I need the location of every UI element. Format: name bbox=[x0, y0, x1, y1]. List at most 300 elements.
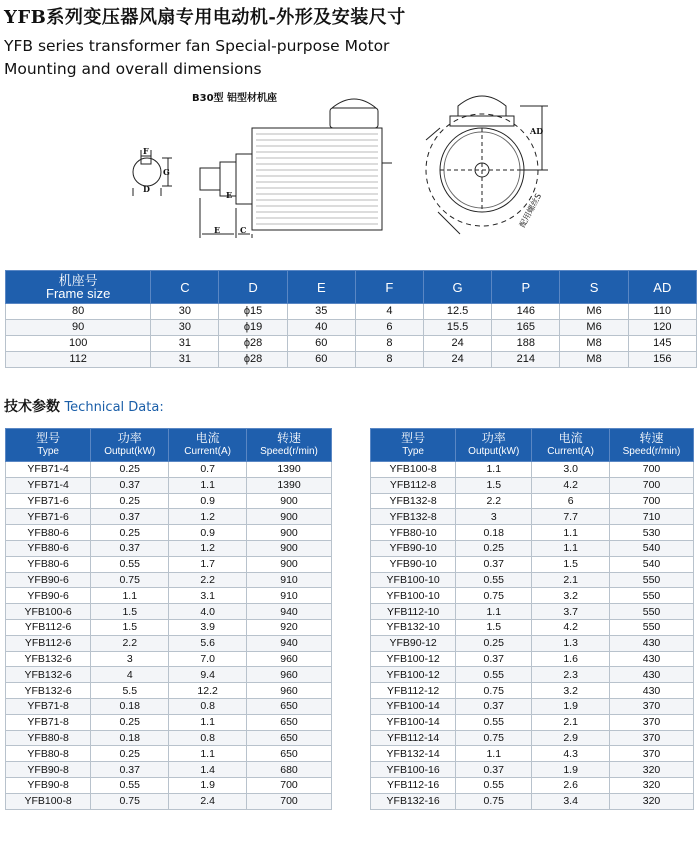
table-cell: 0.8 bbox=[169, 730, 247, 746]
table-cell: YFB80-10 bbox=[371, 525, 456, 541]
table-cell: YFB100-14 bbox=[371, 698, 456, 714]
table-cell: YFB112-14 bbox=[371, 730, 456, 746]
tech-table-row bbox=[371, 651, 694, 667]
table-cell: YFB90-8 bbox=[6, 762, 91, 778]
table-cell: 0.37 bbox=[456, 762, 532, 778]
table-cell: 8 bbox=[355, 352, 423, 368]
table-cell: 0.37 bbox=[91, 477, 169, 493]
table-cell: 0.25 bbox=[91, 462, 169, 478]
dim-label-g: G bbox=[163, 167, 170, 177]
table-cell: 0.25 bbox=[91, 746, 169, 762]
table-cell: 900 bbox=[247, 525, 332, 541]
tech-table-row bbox=[6, 462, 332, 478]
frame-table-row bbox=[6, 352, 697, 368]
header-g: G bbox=[423, 271, 491, 304]
header-f: F bbox=[355, 271, 423, 304]
frame-table-header bbox=[6, 271, 697, 304]
table-cell: 0.37 bbox=[456, 651, 532, 667]
table-cell: YFB71-8 bbox=[6, 698, 91, 714]
table-cell: YFB80-8 bbox=[6, 746, 91, 762]
table-cell: 370 bbox=[610, 746, 694, 762]
table-cell: 156 bbox=[628, 352, 696, 368]
table-cell: 700 bbox=[610, 462, 694, 478]
table-cell: 3 bbox=[91, 651, 169, 667]
table-cell: 1.1 bbox=[456, 604, 532, 620]
table-cell: 1.9 bbox=[169, 777, 247, 793]
table-cell: 40 bbox=[287, 320, 355, 336]
table-cell: YFB112-10 bbox=[371, 604, 456, 620]
table-cell: 1.9 bbox=[532, 698, 610, 714]
dim-label-e-side: E bbox=[214, 225, 221, 235]
table-cell: 0.55 bbox=[91, 777, 169, 793]
table-cell: 8 bbox=[355, 336, 423, 352]
page-title-en-line1: YFB series transformer fan Special-purpose Motor bbox=[4, 37, 390, 55]
header-d: D bbox=[219, 271, 287, 304]
table-cell: YFB100-6 bbox=[6, 604, 91, 620]
tech-table-row bbox=[371, 588, 694, 604]
table-cell: 1.1 bbox=[532, 525, 610, 541]
table-cell: YFB71-4 bbox=[6, 477, 91, 493]
header-c: C bbox=[151, 271, 219, 304]
tech-table-row bbox=[6, 667, 332, 683]
table-cell: YFB100-16 bbox=[371, 762, 456, 778]
table-cell: 430 bbox=[610, 635, 694, 651]
table-cell: 4.0 bbox=[169, 604, 247, 620]
table-cell: 4.2 bbox=[532, 477, 610, 493]
table-cell: ϕ19 bbox=[219, 320, 287, 336]
table-cell: 0.55 bbox=[456, 572, 532, 588]
table-cell: 1.1 bbox=[532, 540, 610, 556]
tech-table-row bbox=[6, 572, 332, 588]
table-cell: 0.75 bbox=[456, 683, 532, 699]
table-cell: 145 bbox=[628, 336, 696, 352]
table-cell: 4.2 bbox=[532, 619, 610, 635]
table-cell: 1.1 bbox=[169, 746, 247, 762]
table-cell: M6 bbox=[560, 304, 628, 320]
tech-table-row bbox=[6, 540, 332, 556]
table-cell: 0.37 bbox=[456, 698, 532, 714]
table-cell: YFB132-10 bbox=[371, 619, 456, 635]
tech-table-row bbox=[6, 604, 332, 620]
table-cell: 1390 bbox=[247, 462, 332, 478]
table-cell: YFB132-6 bbox=[6, 667, 91, 683]
table-cell: 110 bbox=[628, 304, 696, 320]
table-cell: 6 bbox=[532, 493, 610, 509]
table-cell: 7.7 bbox=[532, 509, 610, 525]
table-cell: 650 bbox=[247, 730, 332, 746]
table-cell: 214 bbox=[492, 352, 560, 368]
tech-table-row bbox=[6, 493, 332, 509]
table-cell: 1390 bbox=[247, 477, 332, 493]
table-cell: 700 bbox=[610, 477, 694, 493]
table-cell: YFB100-14 bbox=[371, 714, 456, 730]
tech-table-row bbox=[6, 730, 332, 746]
table-cell: 320 bbox=[610, 777, 694, 793]
table-cell: 650 bbox=[247, 746, 332, 762]
frame-type-label: B30型 铝型材机座 bbox=[192, 93, 278, 104]
table-cell: 9.4 bbox=[169, 667, 247, 683]
dim-label-d: D bbox=[143, 184, 150, 194]
technical-data-heading bbox=[4, 396, 164, 416]
table-cell: 530 bbox=[610, 525, 694, 541]
table-cell: ϕ15 bbox=[219, 304, 287, 320]
table-cell: 0.75 bbox=[91, 793, 169, 809]
table-cell: YFB71-4 bbox=[6, 462, 91, 478]
table-cell: YFB132-6 bbox=[6, 651, 91, 667]
technical-data-title-cn: 技术参数 bbox=[4, 399, 60, 415]
tech-table-row bbox=[6, 683, 332, 699]
table-cell: 370 bbox=[610, 714, 694, 730]
table-cell: 146 bbox=[492, 304, 560, 320]
table-cell: 370 bbox=[610, 730, 694, 746]
table-cell: YFB132-8 bbox=[371, 509, 456, 525]
table-cell: 550 bbox=[610, 604, 694, 620]
tech-table-row bbox=[371, 683, 694, 699]
tech-table-row bbox=[371, 619, 694, 635]
tech-table-row bbox=[371, 793, 694, 809]
table-cell: YFB112-8 bbox=[371, 477, 456, 493]
table-cell: 0.75 bbox=[91, 572, 169, 588]
table-cell: YFB80-6 bbox=[6, 525, 91, 541]
tech-table-row bbox=[6, 777, 332, 793]
tech-table-row bbox=[6, 509, 332, 525]
table-cell: 1.5 bbox=[456, 477, 532, 493]
tech-table-row bbox=[371, 509, 694, 525]
table-cell: 1.6 bbox=[532, 651, 610, 667]
tech-table-row bbox=[371, 714, 694, 730]
table-cell: 0.37 bbox=[91, 540, 169, 556]
technical-data-table-left bbox=[5, 428, 332, 810]
frame-table-row bbox=[6, 304, 697, 320]
tech-table-row bbox=[371, 540, 694, 556]
table-cell: 1.1 bbox=[169, 477, 247, 493]
header-current: 电流 Current(A) bbox=[532, 429, 610, 462]
table-cell: 1.5 bbox=[91, 604, 169, 620]
table-cell: 0.18 bbox=[91, 730, 169, 746]
table-cell: 4.3 bbox=[532, 746, 610, 762]
table-cell: 0.18 bbox=[456, 525, 532, 541]
table-cell: 1.1 bbox=[169, 714, 247, 730]
table-cell: 24 bbox=[423, 336, 491, 352]
table-cell: YFB71-6 bbox=[6, 509, 91, 525]
table-cell: 90 bbox=[6, 320, 151, 336]
table-cell: 920 bbox=[247, 619, 332, 635]
table-cell: 1.1 bbox=[456, 462, 532, 478]
table-cell: YFB132-8 bbox=[371, 493, 456, 509]
table-cell: 0.37 bbox=[91, 762, 169, 778]
table-cell: 4 bbox=[355, 304, 423, 320]
tech-table-row bbox=[6, 746, 332, 762]
table-cell: 0.55 bbox=[456, 714, 532, 730]
table-cell: 30 bbox=[151, 304, 219, 320]
table-cell: 430 bbox=[610, 651, 694, 667]
table-cell: 4 bbox=[91, 667, 169, 683]
table-cell: 900 bbox=[247, 556, 332, 572]
table-cell: 900 bbox=[247, 493, 332, 509]
table-cell: 320 bbox=[610, 793, 694, 809]
table-cell: 550 bbox=[610, 572, 694, 588]
header-output: 功率 Output(kW) bbox=[456, 429, 532, 462]
table-cell: 188 bbox=[492, 336, 560, 352]
table-cell: 165 bbox=[492, 320, 560, 336]
table-cell: 112 bbox=[6, 352, 151, 368]
table-cell: YFB71-6 bbox=[6, 493, 91, 509]
table-cell: 960 bbox=[247, 667, 332, 683]
table-cell: 3.2 bbox=[532, 683, 610, 699]
tech-table-row bbox=[371, 777, 694, 793]
header-p: P bbox=[492, 271, 560, 304]
table-cell: 2.9 bbox=[532, 730, 610, 746]
table-cell: 1.9 bbox=[532, 762, 610, 778]
table-cell: 1.5 bbox=[456, 619, 532, 635]
frame-table-row bbox=[6, 336, 697, 352]
tech-table-row bbox=[6, 619, 332, 635]
table-cell: 0.25 bbox=[91, 525, 169, 541]
table-cell: 6 bbox=[355, 320, 423, 336]
tech-table-header bbox=[371, 429, 694, 462]
table-cell: 1.5 bbox=[532, 556, 610, 572]
frame-table-row bbox=[6, 320, 697, 336]
table-cell: 60 bbox=[287, 336, 355, 352]
table-cell: 12.2 bbox=[169, 683, 247, 699]
table-cell: M8 bbox=[560, 336, 628, 352]
table-cell: 0.55 bbox=[91, 556, 169, 572]
tech-table-row bbox=[371, 746, 694, 762]
table-cell: 2.2 bbox=[169, 572, 247, 588]
table-cell: 100 bbox=[6, 336, 151, 352]
table-cell: YFB80-8 bbox=[6, 730, 91, 746]
table-cell: YFB112-6 bbox=[6, 635, 91, 651]
table-cell: 30 bbox=[151, 320, 219, 336]
table-cell: 7.0 bbox=[169, 651, 247, 667]
table-cell: YFB112-12 bbox=[371, 683, 456, 699]
table-cell: 700 bbox=[610, 493, 694, 509]
tech-table-header bbox=[6, 429, 332, 462]
tech-table-row bbox=[6, 762, 332, 778]
table-cell: 31 bbox=[151, 336, 219, 352]
table-cell: 2.2 bbox=[91, 635, 169, 651]
table-cell: 35 bbox=[287, 304, 355, 320]
header-frame-size: 机座号 Frame size bbox=[6, 271, 151, 304]
table-cell: 60 bbox=[287, 352, 355, 368]
tech-table-row bbox=[371, 462, 694, 478]
table-cell: YFB80-6 bbox=[6, 540, 91, 556]
tech-table-row bbox=[371, 493, 694, 509]
table-cell: 12.5 bbox=[423, 304, 491, 320]
table-cell: 910 bbox=[247, 588, 332, 604]
table-cell: 0.75 bbox=[456, 730, 532, 746]
table-cell: YFB90-6 bbox=[6, 572, 91, 588]
tech-table-row bbox=[371, 730, 694, 746]
table-cell: 0.25 bbox=[456, 540, 532, 556]
table-cell: 5.6 bbox=[169, 635, 247, 651]
table-cell: 3.1 bbox=[169, 588, 247, 604]
table-cell: YFB90-10 bbox=[371, 540, 456, 556]
table-cell: 710 bbox=[610, 509, 694, 525]
motor-side-view bbox=[200, 99, 392, 238]
table-cell: 0.9 bbox=[169, 493, 247, 509]
table-cell: YFB90-6 bbox=[6, 588, 91, 604]
table-cell: 650 bbox=[247, 714, 332, 730]
table-cell: 2.1 bbox=[532, 572, 610, 588]
table-cell: YFB132-16 bbox=[371, 793, 456, 809]
tech-table-row bbox=[371, 525, 694, 541]
dim-label-ad: AD bbox=[530, 126, 544, 136]
table-cell: 2.1 bbox=[532, 714, 610, 730]
table-cell: YFB100-8 bbox=[371, 462, 456, 478]
header-speed: 转速 Speed(r/min) bbox=[610, 429, 694, 462]
table-cell: 910 bbox=[247, 572, 332, 588]
header-ad: AD bbox=[628, 271, 696, 304]
tech-table-row bbox=[371, 604, 694, 620]
table-cell: 0.75 bbox=[456, 588, 532, 604]
table-cell: 1.5 bbox=[91, 619, 169, 635]
dim-label-c: C bbox=[240, 225, 247, 235]
table-cell: 3.2 bbox=[532, 588, 610, 604]
table-cell: 15.5 bbox=[423, 320, 491, 336]
table-cell: 900 bbox=[247, 540, 332, 556]
table-cell: 960 bbox=[247, 651, 332, 667]
frame-dimensions-table bbox=[5, 270, 697, 368]
table-cell: 0.18 bbox=[91, 698, 169, 714]
tech-table-row bbox=[6, 698, 332, 714]
table-cell: 650 bbox=[247, 698, 332, 714]
tech-table-row bbox=[371, 572, 694, 588]
table-cell: 1.4 bbox=[169, 762, 247, 778]
table-cell: 940 bbox=[247, 604, 332, 620]
table-cell: YFB100-10 bbox=[371, 588, 456, 604]
table-cell: 370 bbox=[610, 698, 694, 714]
table-cell: 0.7 bbox=[169, 462, 247, 478]
table-cell: 0.25 bbox=[91, 714, 169, 730]
table-cell: 120 bbox=[628, 320, 696, 336]
motor-drawing bbox=[0, 88, 700, 268]
tech-table-row bbox=[6, 588, 332, 604]
table-cell: YFB100-8 bbox=[6, 793, 91, 809]
tech-table-row bbox=[371, 477, 694, 493]
table-cell: 5.5 bbox=[91, 683, 169, 699]
table-cell: 3.4 bbox=[532, 793, 610, 809]
table-cell: M8 bbox=[560, 352, 628, 368]
table-cell: 0.37 bbox=[91, 509, 169, 525]
table-cell: 3.7 bbox=[532, 604, 610, 620]
table-cell: 2.6 bbox=[532, 777, 610, 793]
tech-table-row bbox=[6, 556, 332, 572]
page-title-cn: YFB系列变压器风扇专用电动机-外形及安装尺寸 bbox=[4, 7, 406, 28]
table-cell: YFB100-10 bbox=[371, 572, 456, 588]
table-cell: 0.75 bbox=[456, 793, 532, 809]
table-cell: YFB80-6 bbox=[6, 556, 91, 572]
tech-table-row bbox=[6, 477, 332, 493]
table-cell: 31 bbox=[151, 352, 219, 368]
table-cell: 2.2 bbox=[456, 493, 532, 509]
tech-table-row bbox=[6, 651, 332, 667]
header-s: S bbox=[560, 271, 628, 304]
table-cell: 700 bbox=[247, 777, 332, 793]
table-cell: 3.0 bbox=[532, 462, 610, 478]
table-cell: 700 bbox=[247, 793, 332, 809]
tech-table-row bbox=[371, 635, 694, 651]
table-cell: 3.9 bbox=[169, 619, 247, 635]
table-cell: YFB112-6 bbox=[6, 619, 91, 635]
dim-label-f: F bbox=[143, 146, 149, 156]
header-output: 功率 Output(kW) bbox=[91, 429, 169, 462]
table-cell: 0.8 bbox=[169, 698, 247, 714]
table-cell: 1.7 bbox=[169, 556, 247, 572]
table-cell: YFB90-8 bbox=[6, 777, 91, 793]
tech-table-row bbox=[371, 698, 694, 714]
table-cell: YFB112-16 bbox=[371, 777, 456, 793]
table-cell: 2.3 bbox=[532, 667, 610, 683]
table-cell: 1.1 bbox=[91, 588, 169, 604]
table-cell: 0.37 bbox=[456, 556, 532, 572]
table-cell: YFB100-12 bbox=[371, 667, 456, 683]
table-cell: 940 bbox=[247, 635, 332, 651]
header-e: E bbox=[287, 271, 355, 304]
tech-table-row bbox=[371, 762, 694, 778]
tech-table-row bbox=[371, 667, 694, 683]
table-cell: 900 bbox=[247, 509, 332, 525]
table-cell: 680 bbox=[247, 762, 332, 778]
technical-data-table-right bbox=[370, 428, 694, 810]
tech-table-row bbox=[6, 525, 332, 541]
table-cell: 960 bbox=[247, 683, 332, 699]
header-type: 型号 Type bbox=[371, 429, 456, 462]
table-cell: YFB132-6 bbox=[6, 683, 91, 699]
table-cell: 320 bbox=[610, 762, 694, 778]
tech-table-row bbox=[6, 793, 332, 809]
table-cell: 1.3 bbox=[532, 635, 610, 651]
table-cell: 550 bbox=[610, 588, 694, 604]
header-current: 电流 Current(A) bbox=[169, 429, 247, 462]
table-cell: 24 bbox=[423, 352, 491, 368]
header-type: 型号 Type bbox=[6, 429, 91, 462]
tech-table-row bbox=[6, 714, 332, 730]
tech-table-row bbox=[371, 556, 694, 572]
table-cell: 2.4 bbox=[169, 793, 247, 809]
table-cell: 80 bbox=[6, 304, 151, 320]
table-cell: YFB100-12 bbox=[371, 651, 456, 667]
technical-data-title-en: Technical Data: bbox=[64, 400, 164, 415]
table-cell: 550 bbox=[610, 619, 694, 635]
table-cell: M6 bbox=[560, 320, 628, 336]
dim-label-e-shaft: E bbox=[226, 190, 233, 200]
table-cell: YFB71-8 bbox=[6, 714, 91, 730]
table-cell: 430 bbox=[610, 667, 694, 683]
table-cell: ϕ28 bbox=[219, 336, 287, 352]
table-cell: 0.55 bbox=[456, 667, 532, 683]
table-cell: YFB132-14 bbox=[371, 746, 456, 762]
table-cell: 1.2 bbox=[169, 509, 247, 525]
table-cell: YFB90-10 bbox=[371, 556, 456, 572]
table-cell: 540 bbox=[610, 556, 694, 572]
table-cell: 1.1 bbox=[456, 746, 532, 762]
table-cell: 540 bbox=[610, 540, 694, 556]
page-title-en-line2: Mounting and overall dimensions bbox=[4, 60, 262, 78]
table-cell: 0.25 bbox=[91, 493, 169, 509]
bolt-label: 配用螺丝S bbox=[517, 191, 544, 229]
table-cell: ϕ28 bbox=[219, 352, 287, 368]
tech-table-row bbox=[6, 635, 332, 651]
table-cell: 3 bbox=[456, 509, 532, 525]
table-cell: 1.2 bbox=[169, 540, 247, 556]
table-cell: 430 bbox=[610, 683, 694, 699]
table-cell: 0.9 bbox=[169, 525, 247, 541]
table-cell: 0.55 bbox=[456, 777, 532, 793]
table-cell: 0.25 bbox=[456, 635, 532, 651]
table-cell: YFB90-12 bbox=[371, 635, 456, 651]
header-speed: 转速 Speed(r/min) bbox=[247, 429, 332, 462]
